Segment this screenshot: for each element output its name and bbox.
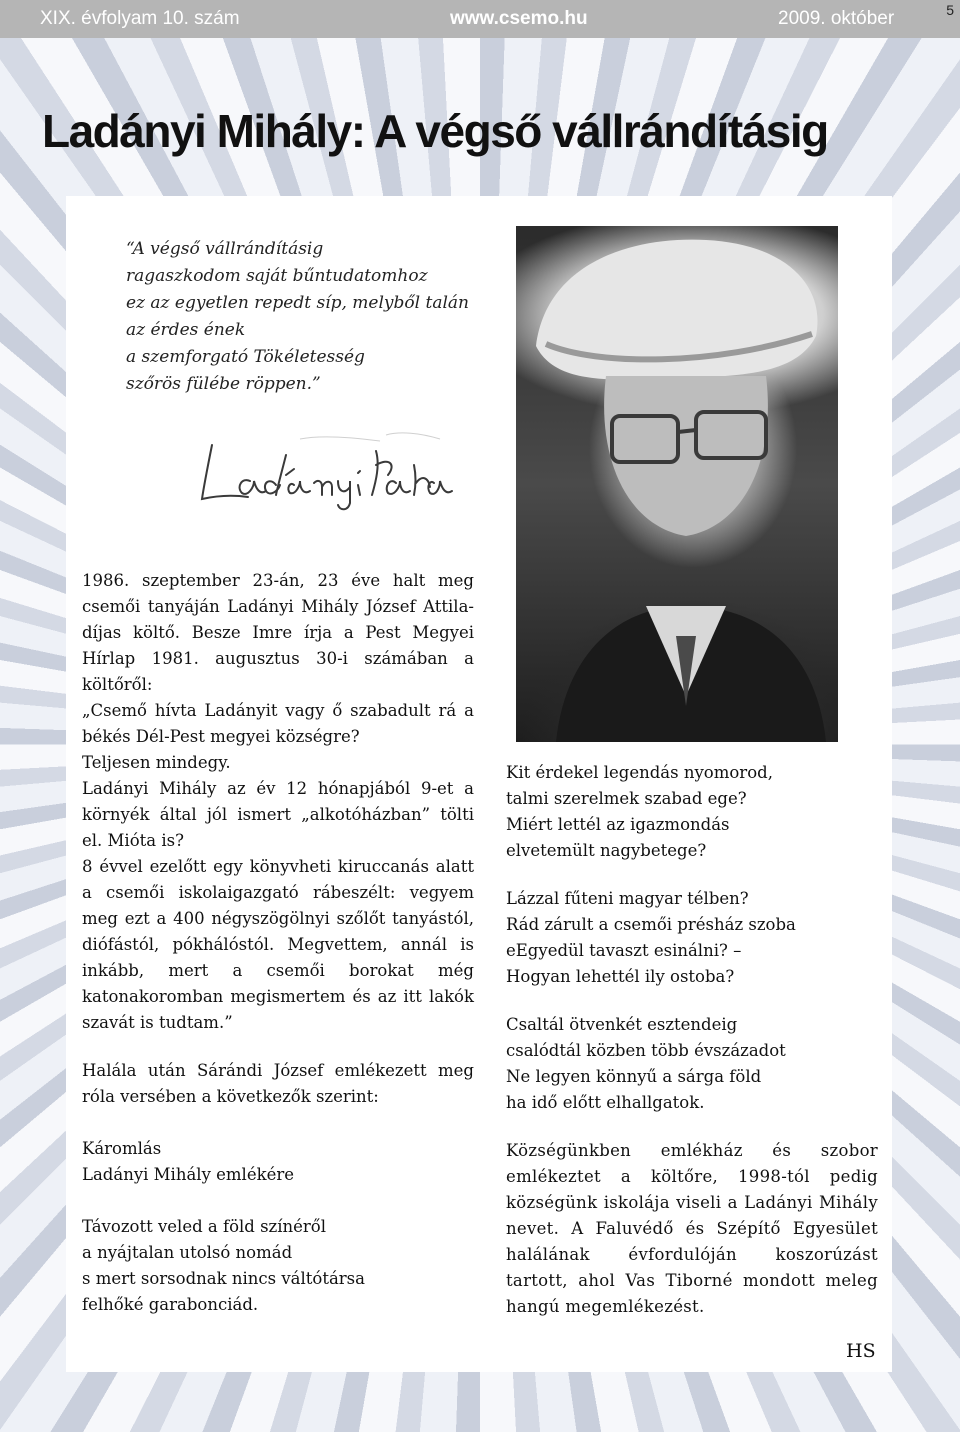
poem-line: a nyájtalan utolsó nomád xyxy=(82,1243,293,1262)
poem-line: ragaszkodom saját bűntudatomhoz xyxy=(126,266,428,286)
opening-poem-quote xyxy=(126,236,486,398)
page-number: 5 xyxy=(946,2,954,18)
quote-paragraph: Ladányi Mihály az év 12 hónapjából 9-et a környék által jól ismert „alkotóházban” tölti el. Mióta is? xyxy=(82,779,474,850)
author-initials: HS xyxy=(846,1340,876,1362)
poem-line: elvetemült nagybetege? xyxy=(506,841,707,860)
left-column xyxy=(82,568,474,1318)
poem-line: az érdes ének xyxy=(126,320,246,340)
poem-line: ha idő előtt elhallgatok. xyxy=(506,1093,705,1112)
poem-stanza xyxy=(506,1012,878,1116)
poem-line: “A végső vállrándításig xyxy=(126,239,324,259)
website-link[interactable]: www.csemo.hu xyxy=(450,8,588,29)
quote-paragraph: 8 évvel ezelőtt egy könyvheti kiruccanás alatt a csemői iskolaigazgató rábeszélt: vegyem meg ezt a 400 négyszögölnyi szőlőt tanyástól, diófástól, pókhálóstól. Megvettem, annál is inkább, mert a csemői borokat még katonakoromban megismertem és az itt lakók szavát is tudtam.” xyxy=(82,857,474,1032)
signature-icon xyxy=(190,425,460,515)
closing-paragraph: Községünkben emlékház és szobor emlékeztet a költőre, 1998-tól pedig községünk iskolája viseli a Ladányi Mihály nevet. A Faluvédő és Szépítő Egyesület halálának évfordulóján koszorúzást tartott, ahol Vas Tiborné mondott meleg hangú megemlékezést. xyxy=(506,1141,878,1316)
portrait-photo xyxy=(516,226,838,742)
page-header xyxy=(0,0,960,38)
issue-label: XIX. évfolyam 10. szám xyxy=(40,8,240,29)
poem-stanza xyxy=(506,886,878,990)
poem-line: talmi szerelmek szabad ege? xyxy=(506,789,747,808)
poem-stanza xyxy=(506,760,878,864)
poem-line: a szemforgató Tökéletesség xyxy=(126,347,365,367)
quote-paragraph: Teljesen mindegy. xyxy=(82,753,231,772)
poem-line: Rád zárult a csemői présház szoba xyxy=(506,915,796,934)
handwritten-signature xyxy=(190,425,460,515)
poem-line: szőrös fülébe röppen.” xyxy=(126,374,321,394)
poem-stanza xyxy=(82,1214,474,1318)
poem-line: felhőké garabonciád. xyxy=(82,1295,259,1314)
poem-line: Ne legyen könnyű a sárga föld xyxy=(506,1067,762,1086)
poem-line: Miért lettél az igazmondás xyxy=(506,815,730,834)
poem-line: Csaltál ötvenkét esztendeig xyxy=(506,1015,738,1034)
poem-line: s mert sorsodnak nincs váltótársa xyxy=(82,1269,365,1288)
memorial-poem-dedication: Ladányi Mihály emlékére xyxy=(82,1165,295,1184)
after-death-paragraph: Halála után Sárándi József emlékezett meg róla versében a következők szerint: xyxy=(82,1061,474,1106)
memorial-poem-heading xyxy=(82,1136,474,1188)
poem-line: csalódtál közben több évszázadot xyxy=(506,1041,786,1060)
poem-line: Lázzal fűteni magyar télben? xyxy=(506,889,749,908)
poem-line: ez az egyetlen repedt síp, melyből talán xyxy=(126,293,469,313)
article-title: Ladányi Mihály: A végső vállrándításig xyxy=(42,105,828,157)
portrait-icon xyxy=(516,226,838,742)
right-column xyxy=(506,760,878,1320)
poem-line: Távozott veled a föld színéről xyxy=(82,1217,327,1236)
memorial-poem-title: Káromlás xyxy=(82,1139,162,1158)
poem-line: eEgyedül tavaszt esinálni? – xyxy=(506,941,742,960)
poem-line: Kit érdekel legendás nyomorod, xyxy=(506,763,773,782)
intro-paragraph: 1986. szeptember 23-án, 23 éve halt meg csemői tanyáján Ladányi Mihály József Attila-díjas költő. Besze Imre írja a Pest Megyei Hírlap 1981. augusztus 30-i számában a költőről: xyxy=(82,571,474,694)
issue-date: 2009. október xyxy=(778,8,895,29)
poem-line: Hogyan lehettél ily ostoba? xyxy=(506,967,735,986)
quote-paragraph: „Csemő hívta Ladányit vagy ő szabadult rá a békés Dél-Pest megyei községre? xyxy=(82,701,474,746)
